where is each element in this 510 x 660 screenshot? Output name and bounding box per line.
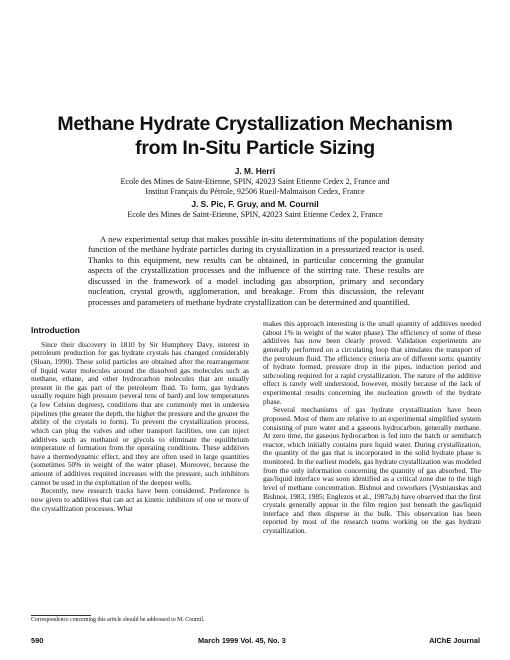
body-paragraph: makes this approach interesting is the small quantity of additives needed (about 1% in weight of the water phase). The efficiency of some of these additives has now been clearly proved. Validation experiments are generally performed on a circulating loop that simulates the transport of the petroleum fluid. The efficiency criteria are of different sorts: quantity of hydrate formed, pressure drop in the pipes, induction period and subcooling required for a rapid crystallization. The nature of the additive effect is rarely well understood, however, mostly because of the lack of experimental results concerning the nucleation growth of the hydrate phase. — [263, 319, 481, 406]
affiliation-line: Institut Français du Pétrole, 92506 Rueil-Malmaison Cedex, France — [145, 187, 365, 197]
abstract: A new experimental setup that makes possible in-situ determinations of the population density function of the methane hydrate particles during its crystallization in a pressurized reactor is used. Thanks to this equipment, new results can be obtained, in particular concerning the granular aspects of the crystallization processes and the influence of the stirring rate. These results are discussed in the framework of a model including gas absorption, primary and secondary nucleation, crystal growth, agglomeration, and breakage. From this discussion, the relevant processes and parameters of methane hydrate crystallization can be determined and quantified. — [88, 234, 424, 307]
left-column — [31, 320, 249, 513]
journal-name: AIChE Journal — [429, 636, 480, 645]
footnote-rule — [31, 615, 91, 616]
affiliation-2 — [40, 210, 470, 220]
page-number: 590 — [31, 636, 44, 645]
right-column — [263, 320, 481, 536]
affiliation-line: Ecole des Mines de Saint-Etienne, SPIN, 42023 Saint Etienne Cedex 2, France — [127, 210, 383, 219]
paper-title — [30, 112, 480, 160]
body-paragraph: Several mechanisms of gas hydrate crystallization have been proposed. Most of them are relative to an experimental simplified system consisting of pure water and a gaseous hydrocarbon, generally methane. At zero time, the gaseous hydrocarbon is fed into the batch or semibatch reactor, which initially contains pure liquid water. During crystallization, the quantity of the gas that is incorporated in the solid hydrate phase is monitored. In the earliest models, gas hydrate crystallization was modeled from the only information concerning the quantity of gas absorbed. The gas/liquid interface was soon identified as a critical zone due to the high level of methane concentration. Bishnoi and coworkers (Vysniauskas and Bishnoi, 1983, 1985; Englezos et al., 1987a,b) have observed that the first crystals generally appear in the film region just beneath the gas/liquid interface and then disperse in the bulk. This observation has been reported by most of the research teams working on the gas hydrate crystallization. — [263, 405, 482, 535]
footnote: Correspondence concerning this article should be addressed to M. Cournil. — [31, 617, 205, 623]
author-names-2: J. S. Pic, F. Gruy, and M. Cournil — [191, 199, 319, 209]
affiliation-1 — [40, 177, 470, 197]
body-paragraph: Recently, new research tracks have been considered. Preference is now given to additives that can act as kinetic inhibitors of one or more of the crystallization processes. What — [31, 486, 249, 513]
issue-info: March 1999 Vol. 45, No. 3 — [198, 636, 286, 645]
body-paragraph: Since their discovery in 1810 by Sir Humphrey Davy, interest in petroleum production for gas hydrate crystals has changed considerably (Sloan, 1990). These solid particles are obtained after the rearrangement of liquid water molecules around the dissolved gas molecules such as methane, ethane, and other hydrocarbon molecules that are usually present in the gas part of the petroleum fluid. To form, gas hydrates usually require high pressure (several tens of bard) and low temperatures (a few Celsius degrees), conditions that are commonly met in undersea pipelines (the greater the depth, the higher the pressure and the greater the ability of the crystals to form). To prevent the crystallization process, which can plug the valves and other transport facilities, one can inject additives such as methanol or glycols to eliminate the equilibrium temperature of formation from the operating conditions. These additives have a thermodynamic effect, and they are often used in large quantities (sometimes 50% in weight of the water phase). Moreover, because the amount of additives required increases with the pressure, such inhibitors cannot be used in the exploitation of the deepest wells. — [31, 339, 249, 487]
title-line-2: from In-Situ Particle Sizing — [135, 137, 375, 159]
author-names-1: J. M. Herri — [234, 166, 276, 176]
title-line-1: Methane Hydrate Crystallization Mechanism — [57, 113, 453, 135]
affiliation-line: Ecole des Mines de Saint-Etienne, SPIN, 42023 Saint Etienne Cedex 2, France and — [120, 177, 390, 186]
section-heading-introduction: Introduction — [31, 325, 80, 335]
